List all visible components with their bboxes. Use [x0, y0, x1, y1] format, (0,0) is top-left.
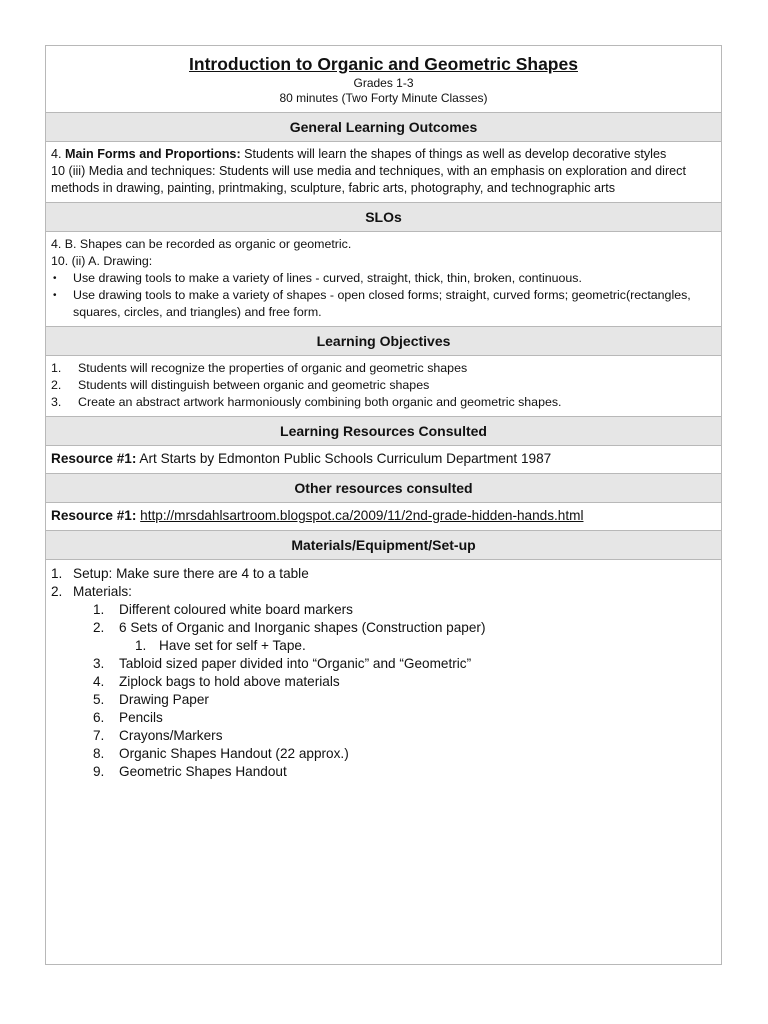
item-text: Ziplock bags to hold above materials: [119, 674, 340, 689]
other-resources-section: [46, 503, 721, 531]
item-text: Materials:: [73, 584, 132, 599]
grades-text: Grades 1-3: [353, 76, 414, 90]
item-number: 3.: [93, 656, 105, 671]
item-text: Tabloid sized paper divided into “Organic” and “Geometric”: [119, 656, 472, 671]
material-item: [51, 673, 716, 691]
item-number: 2.: [51, 584, 63, 599]
general-outcomes-section: [46, 142, 721, 203]
objective-number: 2.: [51, 378, 62, 392]
item-number: 8.: [93, 746, 105, 761]
slo-bullet: • Use drawing tools to make a variety of lines - curved, straight, thick, thin, broken, continuous.: [51, 270, 716, 287]
slo-line-2: 10. (ii) A. Drawing:: [51, 254, 153, 268]
item-number: 9.: [93, 764, 105, 779]
objective-number: 1.: [51, 361, 62, 375]
item-number: 7.: [93, 728, 105, 743]
materials-header: Materials/Equipment/Set-up: [46, 531, 721, 560]
outcome-number: 4.: [51, 147, 66, 161]
lesson-plan-document: [45, 45, 722, 965]
resource-link[interactable]: http://mrsdahlsartroom.blogspot.ca/2009/11/2nd-grade-hidden-hands.html: [140, 508, 584, 523]
slo-bullet-list: [51, 270, 716, 321]
item-text: Setup: Make sure there are 4 to a table: [73, 566, 309, 581]
learning-objectives-header: Learning Objectives: [46, 327, 721, 356]
item-number: 4.: [93, 674, 105, 689]
objective-item: [51, 360, 716, 377]
learning-resources-section: [46, 446, 721, 474]
setup-item: [51, 565, 716, 583]
outcome-text: Students will learn the shapes of things as well as develop decorative styles: [240, 147, 667, 161]
objectives-list: [51, 360, 716, 411]
objective-text: Create an abstract artwork harmoniously combining both organic and geometric shapes.: [78, 395, 562, 409]
document-title: Introduction to Organic and Geometric Shapes: [189, 54, 578, 74]
item-number: 1.: [93, 602, 105, 617]
item-number: 5.: [93, 692, 105, 707]
item-text: Pencils: [119, 710, 163, 725]
material-item: [51, 601, 716, 619]
learning-objectives-section: [46, 356, 721, 417]
resource-text: Art Starts by Edmonton Public Schools Curriculum Department 1987: [136, 451, 552, 466]
objective-item: [51, 394, 716, 411]
objective-item: [51, 377, 716, 394]
outcome-item-10: 10 (iii) Media and techniques: Students will use media and techniques, with an emphasis on exploration and direct methods in drawing, painting, printmaking, sculpture, fabric arts, photography, and technographic arts: [51, 164, 686, 195]
materials-section: [46, 560, 721, 786]
item-text: Organic Shapes Handout (22 approx.): [119, 746, 349, 761]
learning-resources-header: Learning Resources Consulted: [46, 417, 721, 446]
other-resources-header: Other resources consulted: [46, 474, 721, 503]
material-sub-item: [51, 637, 716, 655]
other-resource-label: Resource #1:: [51, 508, 137, 523]
outcome-bold-label: Main Forms and Proportions:: [65, 147, 241, 161]
material-item: [51, 709, 716, 727]
material-item: [51, 727, 716, 745]
slo-line-1: 4. B. Shapes can be recorded as organic or geometric.: [51, 237, 352, 251]
materials-label-item: [51, 583, 716, 601]
material-item: [51, 655, 716, 673]
material-item: [51, 691, 716, 709]
general-outcomes-header: General Learning Outcomes: [46, 113, 721, 142]
item-text: Have set for self + Tape.: [159, 638, 306, 653]
duration-text: 80 minutes (Two Forty Minute Classes): [279, 91, 488, 105]
objective-text: Students will distinguish between organic and geometric shapes: [78, 378, 430, 392]
item-number: 2.: [93, 620, 105, 635]
item-text: Geometric Shapes Handout: [119, 764, 287, 779]
material-item: [51, 619, 716, 637]
objective-number: 3.: [51, 395, 62, 409]
material-item: [51, 763, 716, 781]
resource-label: Resource #1:: [51, 451, 137, 466]
title-block: [46, 46, 721, 113]
item-number: 1.: [51, 566, 63, 581]
item-number: 6.: [93, 710, 105, 725]
item-text: 6 Sets of Organic and Inorganic shapes (Construction paper): [119, 620, 486, 635]
item-text: Different coloured white board markers: [119, 602, 353, 617]
objective-text: Students will recognize the properties of organic and geometric shapes: [78, 361, 468, 375]
slos-section: [46, 232, 721, 327]
material-item: [51, 745, 716, 763]
slos-header: SLOs: [46, 203, 721, 232]
item-text: Drawing Paper: [119, 692, 209, 707]
item-text: Crayons/Markers: [119, 728, 223, 743]
slo-bullet: • Use drawing tools to make a variety of shapes - open closed forms; straight, curved forms; geometric(rectangles, squares, circles, and triangles) and free form.: [51, 287, 716, 321]
outcome-item-4: [51, 146, 716, 163]
item-number: 1.: [135, 638, 147, 653]
